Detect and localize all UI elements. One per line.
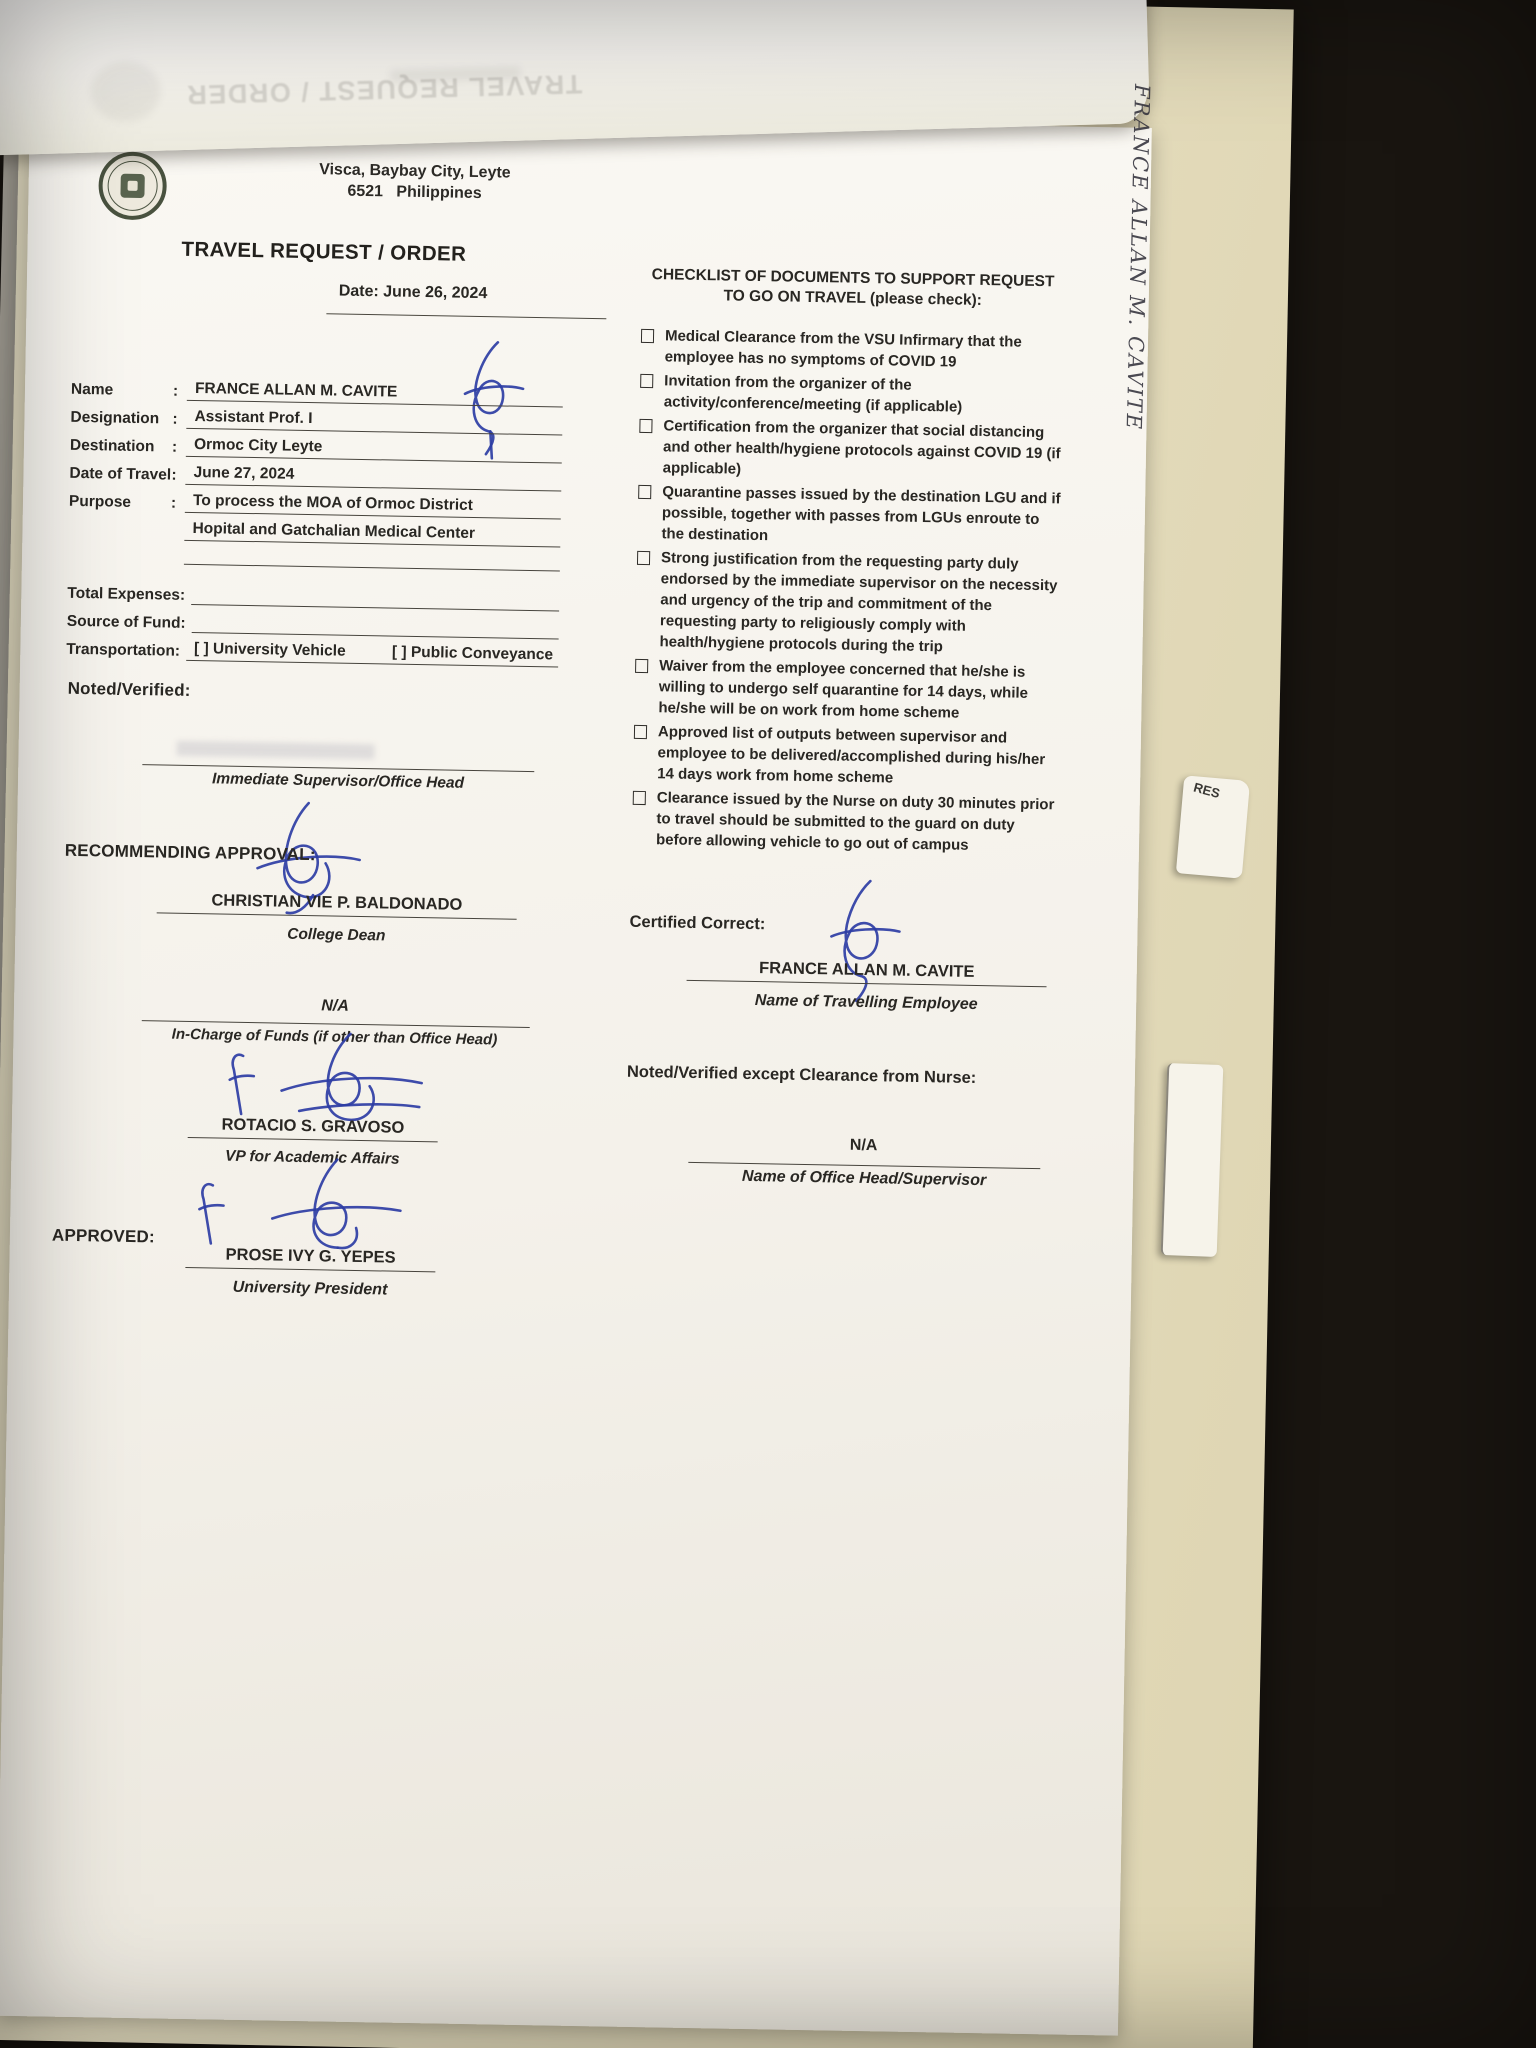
- date-line: Date: June 26, 2024: [326, 282, 607, 319]
- travelling-employee-caption: Name of Travelling Employee: [754, 992, 978, 1014]
- approved-label: APPROVED:: [51, 1225, 155, 1247]
- checklist-item-text: Medical Clearance from the VSU Infirmary that the employee has no symptoms of COVID 19: [664, 327, 1022, 371]
- travelling-employee-name: FRANCE ALLAN M. CAVITE: [687, 958, 1047, 987]
- checklist-item-text: Waiver from the employee concerned that he/she is willing to undergo self quarantine for 14 days, while he/she will be on work from home scheme: [658, 657, 1029, 722]
- vp-caption: VP for Academic Affairs: [224, 1147, 400, 1168]
- office-head-caption: Name of Office Head/Supervisor: [741, 1167, 987, 1190]
- president-caption: University President: [232, 1278, 388, 1299]
- dean-name: CHRISTIAN VIE P. BALDONADO: [157, 890, 517, 919]
- checkbox-icon: [637, 551, 650, 565]
- noted-verified-label: Noted/Verified:: [67, 678, 191, 700]
- checkbox-icon: [633, 791, 646, 805]
- purpose-value-line2: Hopital and Gatchalian Medical Center: [184, 520, 560, 548]
- purpose-value-line1: To process the MOA of Ormoc District: [185, 492, 561, 520]
- fragment-text: RES: [1191, 779, 1222, 801]
- funds-caption: In-Charge of Funds (if other than Office Head): [171, 1025, 498, 1049]
- checkbox-icon: [639, 419, 652, 433]
- name-value: FRANCE ALLAN M. CAVITE: [187, 380, 563, 408]
- vp-name: ROTACIO S. GRAVOSO: [188, 1115, 438, 1142]
- field-colon: :: [172, 382, 179, 400]
- checklist-column: [622, 265, 1067, 1232]
- travel-request-form-page: [0, 108, 1152, 2036]
- checklist: [629, 325, 1066, 858]
- folder-tab-handwritten-name: FRANCE ALLAN M. CAVITE: [1121, 83, 1155, 432]
- checklist-item: [631, 655, 1060, 726]
- checklist-item: [629, 787, 1058, 858]
- field-label: Designation: [70, 408, 160, 428]
- field-label: Destination: [69, 436, 155, 456]
- initial-mark-vp: [226, 1050, 257, 1121]
- field-label: Transportation:: [66, 640, 181, 660]
- checkbox-icon: [641, 329, 654, 343]
- address-line-2: 6521 Philippines: [347, 182, 482, 203]
- supervisor-caption: Immediate Supervisor/Office Head: [211, 770, 465, 792]
- paper-fragment: [1161, 1063, 1224, 1257]
- designation-value: Assistant Prof. I: [186, 408, 562, 436]
- checklist-title-line1: CHECKLIST OF DOCUMENTS TO SUPPORT REQUEST: [651, 266, 1055, 291]
- checklist-item: [636, 415, 1065, 486]
- checklist-item-text: Clearance issued by the Nurse on duty 30 minutes prior to travel should be submitted to the guard on duty before allowing vehicle to go out of campus: [655, 789, 1055, 854]
- field-label: Source of Fund:: [66, 612, 186, 632]
- checklist-item-text: Invitation from the organizer of the activity/conference/meeting (if applicable): [663, 372, 963, 416]
- checklist-title-line2: TO GO ON TRAVEL (please check):: [723, 287, 983, 309]
- field-colon: :: [171, 466, 177, 484]
- president-name: PROSE IVY G. YEPES: [185, 1245, 435, 1272]
- field-label: Purpose: [68, 492, 132, 511]
- checklist-item-text: Approved list of outputs between supervisor and employee to be delivered/accomplished during his/her 14 days work from home scheme: [657, 723, 1046, 787]
- initial-mark-president: [196, 1179, 227, 1250]
- seal-emblem-center: [128, 181, 138, 191]
- field-colon: :: [171, 438, 178, 456]
- destination-value: Ormoc City Leyte: [186, 436, 562, 464]
- funds-na-value: N/A: [321, 997, 349, 1015]
- whited-out-text: [176, 741, 374, 760]
- field-colon: :: [172, 410, 178, 428]
- dean-caption: College Dean: [287, 925, 386, 945]
- noted-except-nurse-label: Noted/Verified except Clearance from Nurse:: [626, 1062, 977, 1087]
- ghost-showthrough-title: TRAVEL REQUEST / ORDER: [185, 68, 583, 110]
- signature-employee-certified: [798, 874, 920, 1006]
- paper-fragment-res: [1176, 775, 1250, 878]
- date-of-travel-value: June 27, 2024: [185, 464, 561, 492]
- university-seal-logo: [98, 151, 167, 220]
- checklist-item: [637, 370, 1066, 420]
- form-left-column: [51, 371, 563, 1330]
- address-line-1: Visca, Baybay City, Leyte: [319, 161, 511, 182]
- field-label: Total Expenses:: [67, 584, 186, 604]
- field-colon: :: [170, 494, 177, 512]
- checklist-item-text: Certification from the organizer that social distancing and other health/hygiene protocols against COVID 19 (if applicable): [662, 417, 1061, 478]
- checklist-item: [632, 547, 1062, 660]
- field-label: Name: [70, 380, 114, 399]
- transport-option-public-conveyance: [ ] Public Conveyance: [391, 643, 554, 664]
- field-label: Date of Travel: [69, 464, 172, 484]
- checklist-item: [630, 721, 1059, 792]
- checklist-item-text: Quarantine passes issued by the destination LGU and if possible, together with passes from LGUs enroute to the destination: [661, 483, 1061, 545]
- checkbox-icon: [635, 659, 648, 673]
- checklist-item: [637, 325, 1066, 375]
- document-title: TRAVEL REQUEST / ORDER: [181, 237, 467, 266]
- checkbox-icon: [634, 725, 647, 739]
- transport-option-university-vehicle: [ ] University Vehicle: [193, 640, 346, 660]
- checkbox-icon: [638, 485, 651, 499]
- ghost-logo-smudge: [90, 61, 162, 123]
- checklist-title: [639, 265, 1068, 313]
- checklist-item: [634, 481, 1063, 552]
- recommending-approval-label: RECOMMENDING APPROVAL:: [64, 840, 316, 865]
- certified-correct-label: Certified Correct:: [629, 912, 766, 934]
- transportation-options: [186, 640, 559, 668]
- checkbox-icon: [640, 374, 653, 388]
- checklist-item-text: Strong justification from the requesting party duly endorsed by the immediate supervisor on the necessity and urgency of the trip and commitment of the requesting party to religiously comply with health/hygiene protocols during the trip: [659, 549, 1058, 656]
- university-address: [280, 158, 549, 205]
- office-head-na-value: N/A: [849, 1136, 878, 1155]
